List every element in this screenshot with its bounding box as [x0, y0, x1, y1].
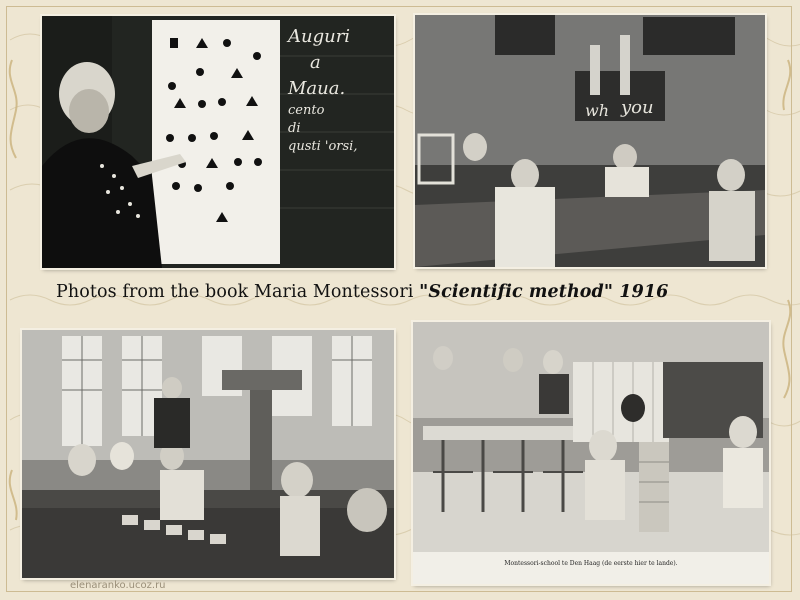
photo-children-with-frames: [415, 15, 765, 267]
photo-children-on-floor: [22, 330, 394, 578]
chalk-line: Maua.: [288, 78, 346, 99]
printed-photo-caption: Montessori-school te Den Haag (de eerste hier te lande).: [504, 560, 678, 567]
slide-caption: [56, 282, 776, 310]
board-word: you: [621, 97, 654, 118]
chalk-line: Auguri: [288, 26, 351, 47]
watermark-text: elenaranko.ucoz.ru: [70, 580, 166, 591]
chalk-line: a: [310, 52, 321, 73]
chalk-line: qusti 'orsi,: [288, 139, 358, 154]
photo-den-haag-school: [413, 322, 769, 584]
photo-teacher-at-chalkboard: [42, 16, 394, 268]
board-word: wh: [585, 101, 609, 120]
photo-caption-strip: [413, 552, 769, 584]
chalk-line: di: [288, 121, 301, 136]
chalkboard-writing: [288, 24, 394, 156]
caption-book-title: "Scientific method" 1916: [419, 282, 669, 302]
caption-text: Photos from the book Maria Montessori: [56, 282, 420, 302]
chalk-line: cento: [288, 103, 325, 118]
